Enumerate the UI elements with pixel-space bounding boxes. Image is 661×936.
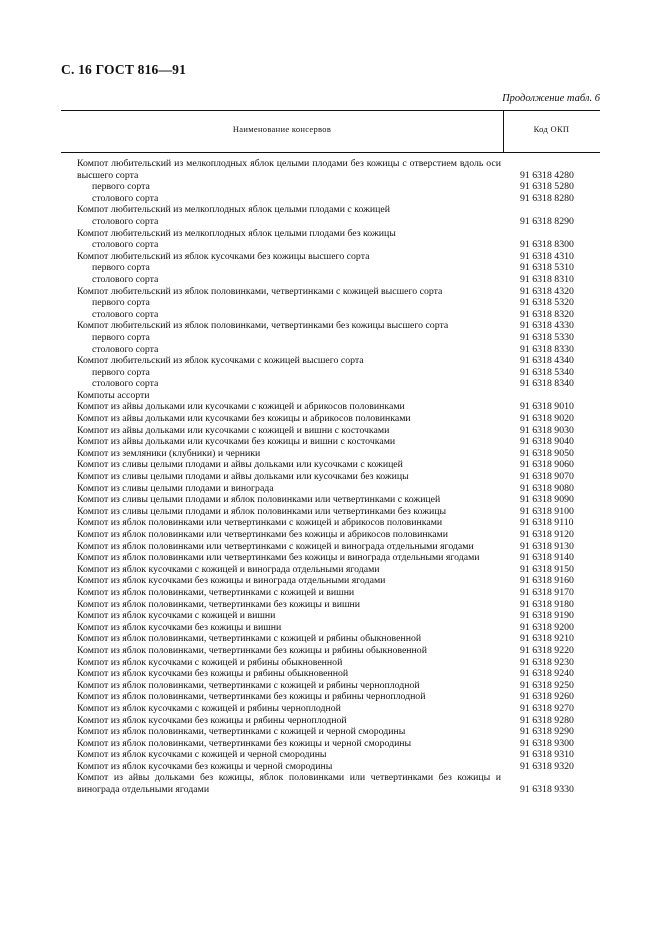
okp-code: 91 6318 9290 (520, 726, 574, 738)
table-row (61, 633, 600, 645)
okp-code: 91 6318 9150 (520, 563, 574, 575)
product-name: Компот из сливы целыми плодами и айвы дольками или кусочками с кожицей (77, 459, 403, 471)
table-body (61, 158, 600, 796)
table-row (61, 471, 600, 483)
product-name: Компот из яблок кусочками с кожицей и вишни (77, 610, 276, 622)
okp-code: 91 6318 4320 (520, 285, 574, 297)
product-name: Компот любительский из яблок кусочками без кожицы высшего сорта (77, 250, 370, 262)
okp-code: 91 6318 9180 (520, 598, 574, 610)
product-name: столового сорта (92, 273, 159, 285)
table-row (61, 228, 600, 240)
okp-code: 91 6318 5280 (520, 181, 574, 193)
table-row (61, 425, 600, 437)
product-name: Компот из яблок половинками, четвертинками без кожицы и рябины черноплодной (77, 691, 426, 703)
table-row (61, 726, 600, 738)
product-name: первого сорта (92, 262, 150, 274)
okp-code: 91 6318 4280 (520, 169, 574, 181)
product-name: Компот из яблок кусочками с кожицей и винограда отдельными ягодами (77, 563, 380, 575)
table-row (61, 344, 600, 356)
product-name: Компот из яблок половинками или четвертинками с кожицей и абрикосов половинками (77, 517, 443, 529)
table-row (61, 541, 600, 553)
table-row (61, 459, 600, 471)
table-row (61, 390, 600, 402)
table-row (61, 494, 600, 506)
product-name: первого сорта (92, 331, 150, 343)
okp-code: 91 6318 9010 (520, 401, 574, 413)
product-name: Компот из яблок половинками, четвертинками без кожицы и вишни (77, 598, 361, 610)
table-row (61, 761, 600, 773)
okp-code: 91 6318 9320 (520, 760, 574, 772)
table-row (61, 158, 600, 181)
table-row (61, 204, 600, 216)
okp-code: 91 6318 5310 (520, 262, 574, 274)
table-row (61, 297, 600, 309)
table-row (61, 749, 600, 761)
product-name: первого сорта (92, 297, 150, 309)
product-name: Компот из айвы дольками без кожицы, яблок половинками или четвертинками без кожицы и винограда отдельными ягодами (77, 772, 501, 796)
okp-code: 91 6318 9300 (520, 737, 574, 749)
table-row (61, 552, 600, 564)
okp-code: 91 6318 9220 (520, 644, 574, 656)
table-row (61, 703, 600, 715)
table-row (61, 645, 600, 657)
table-row (61, 622, 600, 634)
okp-code: 91 6318 9070 (520, 471, 574, 483)
okp-code: 91 6318 9130 (520, 540, 574, 552)
okp-code: 91 6318 5340 (520, 366, 574, 378)
table-row (61, 413, 600, 425)
product-name: Компот любительский из мелкоплодных яблок целыми плодами без кожицы с отверстием вдоль оси высшего сорта (77, 158, 501, 181)
product-name: Компот из яблок половинками, четвертинками с кожицей и вишни (77, 586, 355, 598)
okp-code: 91 6318 9120 (520, 529, 574, 540)
table-row (61, 564, 600, 576)
product-name: Компот любительский из яблок кусочками с кожицей высшего сорта (77, 355, 364, 367)
table-row (61, 506, 600, 518)
okp-code: 91 6318 9230 (520, 656, 574, 668)
table-row (61, 575, 600, 587)
okp-code: 91 6318 9260 (520, 691, 574, 703)
product-name: Компот из сливы целыми плодами и яблок половинками или четвертинками с кожицей (77, 494, 441, 506)
product-name: первого сорта (92, 366, 150, 378)
okp-code: 91 6318 8330 (520, 343, 574, 355)
product-name: Компот из яблок кусочками без кожицы и вишни (77, 621, 282, 633)
product-name: Компот из яблок половинками, четвертинками с кожицей и рябины обыкновенной (77, 633, 422, 645)
product-name: Компот из яблок кусочками с кожицей и черной смородины (77, 749, 327, 761)
okp-code: 91 6318 9170 (520, 586, 574, 598)
okp-code: 91 6318 8310 (520, 273, 574, 285)
table-row (61, 239, 600, 251)
table-row (61, 483, 600, 495)
okp-code: 91 6318 4330 (520, 320, 574, 332)
product-name: Компот из земляники (клубники) и черники (77, 447, 261, 459)
okp-code: 91 6318 9250 (520, 679, 574, 691)
table-row (61, 691, 600, 703)
product-name: Компот из сливы целыми плодами и айвы дольками или кусочками без кожицы (77, 471, 409, 483)
product-name: Компот из яблок кусочками без кожицы и черной смородины (77, 760, 333, 772)
okp-code: 91 6318 9060 (520, 459, 574, 471)
product-name: столового сорта (92, 308, 159, 320)
product-name: Компот из яблок половинками или четвертинками без кожицы и винограда отдельными ягодами (77, 552, 480, 564)
product-name: Компот любительский из мелкоплодных яблок целыми плодами без кожицы (77, 227, 396, 239)
okp-code: 91 6318 9040 (520, 436, 574, 448)
okp-code: 91 6318 8280 (520, 192, 574, 204)
product-name: первого сорта (92, 181, 150, 193)
column-header-name: Наименование консервов (232, 124, 332, 134)
okp-code: 91 6318 5320 (520, 297, 574, 309)
product-name: Компот из яблок половинками, четвертинками без кожицы и рябины обыкновенной (77, 644, 427, 656)
table-row (61, 216, 600, 228)
table-row (61, 274, 600, 286)
table-row (61, 772, 600, 795)
okp-code: 91 6318 9280 (520, 714, 574, 726)
okp-code: 91 6318 9240 (520, 668, 574, 680)
okp-code: 91 6318 9330 (520, 784, 574, 796)
table-continuation-label: Продолжение табл. 6 (502, 93, 600, 104)
product-name: столового сорта (92, 378, 159, 390)
page-header: С. 16 ГОСТ 816—91 (61, 62, 187, 77)
table-row (61, 715, 600, 727)
okp-code: 91 6318 9020 (520, 413, 574, 425)
product-name: Компот любительский из яблок половинками, четвертинками с кожицей высшего сорта (77, 285, 443, 297)
column-header-code: Код ОКП (533, 124, 570, 134)
table-row (61, 680, 600, 692)
table-row (61, 355, 600, 367)
table-row (61, 610, 600, 622)
product-name: столового сорта (92, 343, 159, 355)
table-row (61, 587, 600, 599)
okp-code: 91 6318 9270 (520, 702, 574, 714)
table-row (61, 193, 600, 205)
table-row (61, 367, 600, 379)
okp-code: 91 6318 8320 (520, 308, 574, 320)
okp-code: 91 6318 9190 (520, 610, 574, 622)
product-name: Компот из айвы дольками или кусочками без кожицы и абрикосов половинками (77, 413, 411, 425)
product-name: Компот из яблок половинками или четвертинками с кожицей и винограда отдельными ягодами (77, 540, 474, 552)
product-name: столового сорта (92, 239, 159, 251)
product-name: Компот любительский из яблок половинками, четвертинками без кожицы высшего сорта (77, 320, 449, 332)
table-top-rule (61, 110, 600, 111)
table-row (61, 320, 600, 332)
product-name: Компот из яблок кусочками без кожицы и рябины черноплодной (77, 714, 347, 726)
okp-code: 91 6318 4310 (520, 250, 574, 262)
table-row (61, 378, 600, 390)
table-row (61, 517, 600, 529)
product-name: Компот из яблок кусочками с кожицей и рябины черноплодной (77, 702, 341, 714)
table-row (61, 436, 600, 448)
table-row (61, 286, 600, 298)
header-bottom-rule (61, 152, 600, 153)
okp-code: 91 6318 9310 (520, 749, 574, 761)
table-row (61, 309, 600, 321)
product-name: Компот из айвы дольками или кусочками с кожицей и абрикосов половинками (77, 401, 405, 413)
okp-code: 91 6318 8290 (520, 215, 574, 227)
table-row (61, 401, 600, 413)
table-row (61, 529, 600, 541)
product-name: Компот из яблок половинками, четвертинками с кожицей и рябины черноплодной (77, 679, 420, 691)
okp-code: 91 6318 8340 (520, 378, 574, 390)
product-name: Компот из яблок половинками или четвертинками без кожицы и абрикосов половинками (77, 529, 449, 540)
table-row (61, 657, 600, 669)
table-row (61, 332, 600, 344)
okp-code: 91 6318 9090 (520, 494, 574, 506)
product-name: столового сорта (92, 192, 159, 204)
okp-code: 91 6318 9080 (520, 482, 574, 494)
product-name: Компот из яблок половинками, четвертинками без кожицы и черной смородины (77, 737, 412, 749)
okp-code: 91 6318 9200 (520, 621, 574, 633)
product-name: Компот из яблок кусочками без кожицы и рябины обыкновенной (77, 668, 349, 680)
table-row (61, 738, 600, 750)
table-row (61, 181, 600, 193)
table-row (61, 262, 600, 274)
product-name: Компот из айвы дольками или кусочками без кожицы и вишни с косточками (77, 436, 396, 448)
okp-code: 91 6318 9110 (520, 517, 574, 529)
okp-code: 91 6318 4340 (520, 355, 574, 367)
product-name: Компот из сливы целыми плодами и яблок половинками или четвертинками без кожицы (77, 505, 447, 517)
table-row (61, 599, 600, 611)
okp-code: 91 6318 9140 (520, 552, 574, 564)
product-name: Компот из яблок кусочками с кожицей и рябины обыкновенной (77, 656, 343, 668)
product-name: Компот из яблок кусочками без кожицы и винограда отдельными ягодами (77, 575, 386, 587)
table-row (61, 668, 600, 680)
product-name: Компот из айвы дольками или кусочками с кожицей и вишни с косточками (77, 424, 390, 436)
okp-code: 91 6318 5330 (520, 331, 574, 343)
product-name: Компоты ассорти (77, 389, 150, 401)
product-name: столового сорта (92, 215, 159, 227)
product-name: Компот из яблок половинками, четвертинками с кожицей и черной смородины (77, 726, 406, 738)
product-name: Компот любительский из мелкоплодных яблок целыми плодами с кожицей (77, 204, 390, 216)
okp-code: 91 6318 9050 (520, 447, 574, 459)
okp-code: 91 6318 8300 (520, 239, 574, 251)
okp-code: 91 6318 9160 (520, 575, 574, 587)
okp-code: 91 6318 9030 (520, 424, 574, 436)
table-row (61, 251, 600, 263)
okp-code: 91 6318 9100 (520, 505, 574, 517)
table-row (61, 448, 600, 460)
okp-code: 91 6318 9210 (520, 633, 574, 645)
product-name: Компот из сливы целыми плодами и винограда (77, 482, 274, 494)
